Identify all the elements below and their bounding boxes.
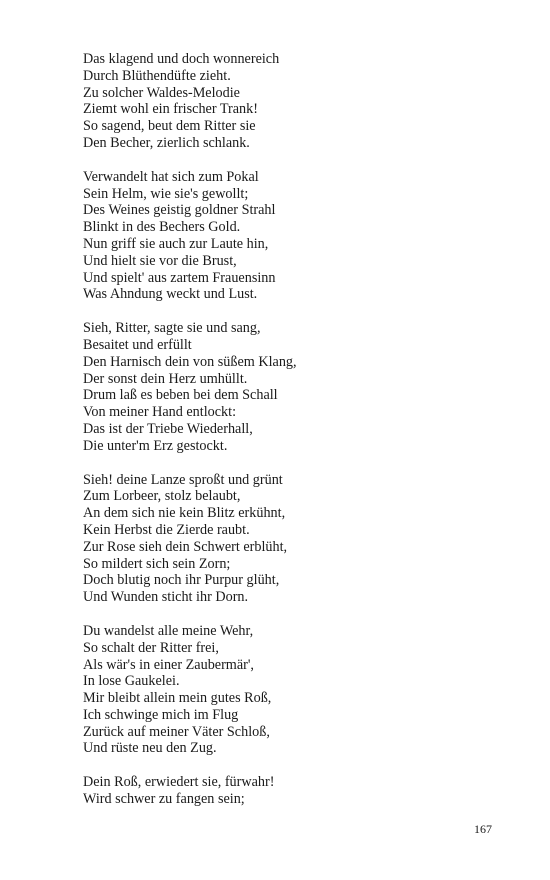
verse-line: Du wandelst alle meine Wehr, (83, 622, 254, 639)
verse-line: Durch Blüthendüfte zieht. (83, 67, 231, 84)
verse-line: Zu solcher Waldes-Melodie (83, 84, 240, 101)
verse-line: Drum laß es beben bei dem Schall (83, 387, 278, 404)
verse-line: So schalt der Ritter frei, (83, 639, 219, 656)
verse-line: An dem sich nie kein Blitz erkühnt, (83, 505, 286, 522)
verse-line: Den Becher, zierlich schlank. (83, 134, 250, 151)
verse-line: Zum Lorbeer, stolz belaubt, (83, 488, 241, 505)
verse-line: Zur Rose sieh dein Schwert erblüht, (83, 538, 288, 555)
stanza (83, 623, 503, 757)
verse-line: Verwandelt hat sich zum Pokal (83, 168, 259, 185)
verse-line: Des Weines geistig goldner Strahl (83, 202, 276, 219)
verse-line: Sieh, Ritter, sagte sie und sang, (83, 320, 261, 337)
verse-line: Nun griff sie auch zur Laute hin, (83, 235, 269, 252)
verse-line: Wird schwer zu fangen sein; (83, 791, 245, 808)
verse-line: Die unter'm Erz gestockt. (83, 437, 228, 454)
verse-line: Kein Herbst die Zierde raubt. (83, 521, 250, 538)
verse-line: Und spielt' aus zartem Frauensinn (83, 269, 276, 286)
verse-line: Mir bleibt allein mein gutes Roß, (83, 690, 272, 707)
stanza (83, 472, 503, 606)
verse-line: Blinkt in des Bechers Gold. (83, 219, 241, 236)
verse-line: Doch blutig noch ihr Purpur glüht, (83, 572, 280, 589)
stanza (83, 320, 503, 454)
verse-line: Zurück auf meiner Väter Schloß, (83, 723, 270, 740)
poem-text (83, 51, 503, 825)
verse-line: Und hielt sie vor die Brust, (83, 252, 237, 269)
verse-line: Dein Roß, erwiedert sie, fürwahr! (83, 774, 275, 791)
stanza (83, 51, 503, 152)
verse-line: So mildert sich sein Zorn; (83, 555, 231, 572)
verse-line: Sieh! deine Lanze sproßt und grünt (83, 471, 283, 488)
verse-line: Sein Helm, wie sie's gewollt; (83, 185, 249, 202)
verse-line: Der sonst dein Herz umhüllt. (83, 370, 248, 387)
stanza (83, 169, 503, 303)
stanza (83, 774, 503, 808)
verse-line: Das ist der Triebe Wiederhall, (83, 420, 253, 437)
verse-line: Den Harnisch dein von süßem Klang, (83, 353, 297, 370)
verse-line: Als wär's in einer Zaubermär', (83, 656, 254, 673)
verse-line: Das klagend und doch wonnereich (83, 51, 280, 67)
verse-line: Ziemt wohl ein frischer Trank! (83, 101, 258, 118)
verse-line: In lose Gaukelei. (83, 673, 180, 690)
verse-line: Von meiner Hand entlockt: (83, 404, 237, 421)
verse-line: Und Wunden sticht ihr Dorn. (83, 589, 249, 606)
verse-line: Was Ahndung weckt und Lust. (83, 286, 258, 303)
verse-line: Ich schwinge mich im Flug (83, 706, 239, 723)
verse-line: Besaitet und erfüllt (83, 336, 192, 353)
page-number: 167 (474, 822, 492, 836)
verse-line: So sagend, beut dem Ritter sie (83, 118, 256, 135)
verse-line: Und rüste neu den Zug. (83, 740, 217, 757)
